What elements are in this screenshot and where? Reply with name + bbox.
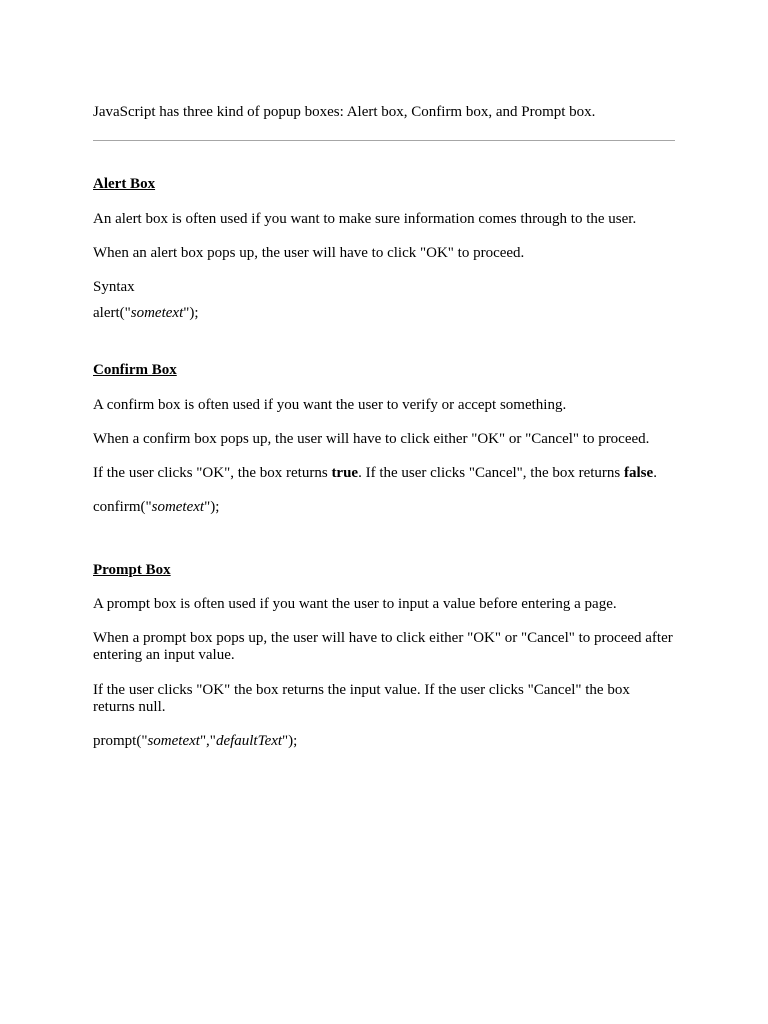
confirm-false-word: false [624, 465, 654, 481]
prompt-code-mid: "," [199, 733, 216, 749]
confirm-paragraph-1: A confirm box is often used if you want the user to verify or accept something. [93, 397, 567, 413]
prompt-code-arg2: defaultText [215, 733, 283, 749]
confirm-heading: Confirm Box [93, 362, 177, 378]
alert-paragraph-2: When an alert box pops up, the user will have to click "OK" to proceed. [93, 245, 525, 261]
confirm-code-end: "); [204, 499, 220, 515]
confirm-code [93, 499, 219, 516]
prompt-code-end: "); [282, 733, 298, 749]
confirm-p3-part3: . [653, 465, 657, 481]
confirm-code-arg: sometext [151, 499, 205, 515]
alert-code [93, 305, 199, 322]
confirm-paragraph-3 [93, 465, 657, 482]
prompt-code-fn: prompt(" [93, 733, 148, 749]
prompt-heading: Prompt Box [93, 562, 171, 578]
intro-paragraph: JavaScript has three kind of popup boxes: Alert box, Confirm box, and Prompt box. [93, 104, 596, 120]
alert-code-fn: alert(" [93, 305, 131, 321]
alert-paragraph-1: An alert box is often used if you want to make sure information comes through to the user. [93, 211, 637, 227]
prompt-paragraph-1: A prompt box is often used if you want the user to input a value before entering a page. [93, 596, 617, 612]
prompt-paragraph-3: If the user clicks "OK" the box returns the input value. If the user clicks "Cancel" the box returns null. [93, 682, 630, 715]
confirm-p3-part2: . If the user clicks "Cancel", the box returns [358, 465, 625, 481]
prompt-paragraph-2: When a prompt box pops up, the user will have to click either "OK" or "Cancel" to proceed after entering an input value. [93, 630, 673, 663]
confirm-code-fn: confirm(" [93, 499, 152, 515]
alert-heading: Alert Box [93, 176, 156, 192]
confirm-p3-part1: If the user clicks "OK", the box returns [93, 465, 332, 481]
prompt-code-arg1: sometext [147, 733, 200, 749]
alert-code-end: "); [183, 305, 199, 321]
prompt-code [93, 733, 297, 750]
confirm-paragraph-2: When a confirm box pops up, the user will have to click either "OK" or "Cancel" to proceed. [93, 431, 650, 447]
alert-code-arg: sometext [130, 305, 184, 321]
alert-syntax-label: Syntax [93, 279, 135, 295]
confirm-true-word: true [331, 465, 359, 481]
horizontal-rule [93, 140, 675, 141]
